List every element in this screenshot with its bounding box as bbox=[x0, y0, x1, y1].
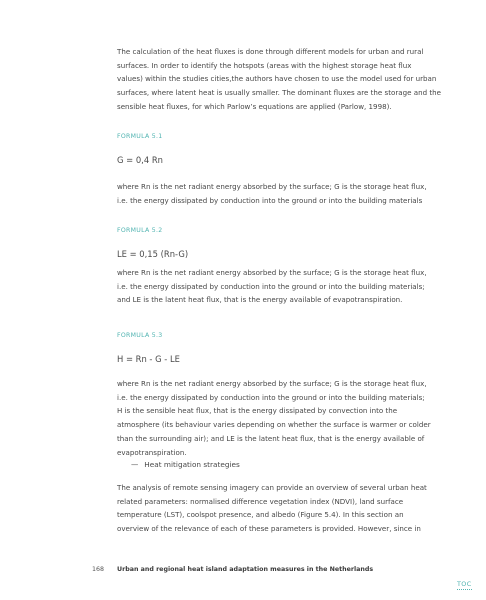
formula-description bbox=[117, 377, 447, 459]
description-line: H is the sensible heat flux, that is the energy dissipated by convection into the bbox=[117, 406, 398, 416]
description-line: atmosphere (its behaviour varies depending on whether the surface is warmer or colder bbox=[117, 420, 431, 430]
formula-description bbox=[117, 180, 447, 207]
formula-label: FORMULA 5.3 bbox=[117, 332, 163, 339]
description-line: where Rn is the net radiant energy absorbed by the surface; G is the storage heat flux, bbox=[117, 268, 427, 277]
description-line: where Rn is the net radiant energy absorbed by the surface; G is the storage heat flux, bbox=[117, 379, 427, 388]
description-line: where Rn is the net radiant energy absorbed by the surface; G is the storage heat flux, bbox=[117, 182, 427, 191]
closing-line: temperature (LST), coolspot presence, and albedo (Figure 5.4). In this section an bbox=[117, 510, 404, 520]
formula-equation: H = Rn - G - LE bbox=[117, 354, 180, 364]
dash-bullet: — bbox=[131, 460, 139, 469]
intro-paragraph bbox=[117, 45, 447, 114]
formula-label: FORMULA 5.1 bbox=[117, 133, 163, 140]
description-line: and LE is the latent heat flux, that is the energy available of evapotranspiration. bbox=[117, 295, 403, 305]
closing-line: related parameters: normalised difference vegetation index (NDVI), land surface bbox=[117, 496, 404, 506]
running-footer-title: Urban and regional heat island adaptation measures in the Netherlands bbox=[117, 566, 374, 573]
closing-line: The analysis of remote sensing imagery can provide an overview of several urban heat bbox=[117, 483, 427, 492]
page-number: 168 bbox=[92, 566, 105, 573]
description-line: i.e. the energy dissipated by conduction into the ground or into the building materials; bbox=[117, 281, 425, 291]
formula-equation: LE = 0,15 (Rn-G) bbox=[117, 249, 189, 259]
intro-line: sensible heat fluxes, for which Parlow’s equations are applied (Parlow, 1998). bbox=[117, 101, 392, 111]
formula-equation: G = 0,4 Rn bbox=[117, 155, 163, 165]
subheading-text: Heat mitigation strategies bbox=[144, 460, 240, 469]
description-line: than the surrounding air); and LE is the latent heat flux, that is the energy available of bbox=[117, 433, 425, 443]
closing-line: overview of the relevance of each of these parameters is provided. However, since in bbox=[117, 524, 421, 534]
toc-link[interactable]: TOC bbox=[457, 580, 472, 588]
description-line: evapotranspiration. bbox=[117, 447, 187, 457]
description-line: i.e. the energy dissipated by conduction into the ground or into the building materials bbox=[117, 195, 423, 205]
closing-paragraph bbox=[117, 481, 447, 536]
section-subheading bbox=[131, 460, 240, 469]
intro-line: values) within the studies cities,the authors have chosen to use the model used for urban bbox=[117, 74, 437, 84]
intro-line: surfaces. In order to identify the hotspots (areas with the highest storage heat flux bbox=[117, 60, 412, 70]
intro-line: surfaces, where latent heat is usually smaller. The dominant fluxes are the storage and the bbox=[117, 88, 441, 98]
formula-label: FORMULA 5.2 bbox=[117, 227, 163, 234]
intro-line: The calculation of the heat fluxes is done through different models for urban and rural bbox=[117, 47, 424, 56]
formula-description bbox=[117, 266, 447, 307]
description-line: i.e. the energy dissipated by conduction into the ground or into the building materials; bbox=[117, 392, 425, 402]
